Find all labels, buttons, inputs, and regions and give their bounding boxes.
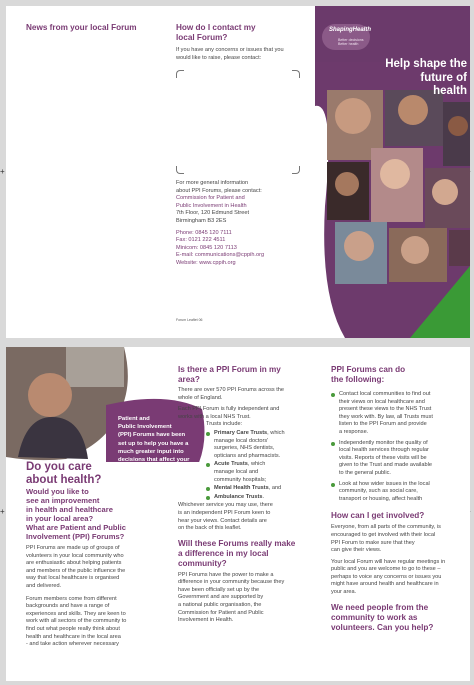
subtitle-line: in your local area? [26,514,94,523]
forums-count [178,387,303,402]
left-column [26,461,150,649]
para-line: PPI Forums are made up of groups of [26,545,120,551]
callout-line: set up to help you have a [118,440,189,447]
para-line: Your local Forum will have regular meetings in [331,558,446,565]
action-line: listen to the PPI Forum and provide [339,421,427,428]
action-line: Look at how wider issues in the local [339,480,430,487]
para-line: is an independent PPI Forum keen to [178,509,271,516]
para-line: works with a local NHS Trust. [178,413,251,420]
trust-name: Ambulance Trusts [214,493,263,500]
general-info [176,180,306,268]
box-corner [176,166,184,174]
care-title [26,461,150,487]
phone: Phone: 0845 120 7111 [176,229,232,236]
action-line: present these views to the NHS Trust [339,406,432,413]
members-description [26,596,150,649]
action-line: Independently monitor the quality of [339,439,428,446]
callout-line: (PPI) Forums have been [118,432,186,439]
cover-title-line: health [433,85,467,97]
middle-column [178,365,303,625]
para-line: health and healthcare in the local area [26,633,121,640]
independent-forum-text [178,502,303,532]
para-line: Forum members come from different [26,595,117,602]
para-line: difference in your community because they [178,579,285,586]
contact-intro [176,47,304,62]
area-forum-heading: Is there a PPI Forum in my area? [178,365,281,384]
para-line: have been officially set up by the [178,586,260,593]
care-title-line: Do you care [26,461,92,473]
action-line: visits. Reports of these visits will be [339,454,427,461]
trust-desc: , which [267,429,285,436]
difference-heading [178,539,303,569]
contact-section [176,23,304,62]
what-are-forums-heading [26,523,150,541]
footer-code: Forum Leaflet 06 [176,318,203,322]
care-title-line: about health? [26,474,102,486]
callout-line: decisions that affect your [118,457,190,464]
contact-intro-line: If you have any concerns or issues that you [176,47,284,53]
para-line: perhaps to voice any concerns or issues you [331,573,442,580]
para-line: Government and are supported by [178,594,264,601]
info-line: For more general information [176,180,249,186]
crop-mark: + [0,507,5,516]
power-text [178,572,303,625]
para-line: on the back of this leaflet. [178,525,242,532]
info-line: about PPI Forums, please contact: [176,187,262,194]
para-line: Everyone, from all parts of the community, is [331,524,441,531]
para-line: Each PPI Forum is fully independent and [178,406,280,413]
improvement-subtitle [26,487,150,523]
trust-item [206,485,303,493]
heading-line: volunteers. Can you help? [331,622,434,632]
trust-desc: , which [247,461,266,468]
trust-desc: community hospitals; [214,476,267,483]
para-line: Trusts include: [206,421,243,428]
heading-line: Will these Forums really make [178,538,296,548]
trust-name: Primary Care Trusts [214,429,268,436]
para-line: public and you are welcome to go to these – [331,566,441,573]
contact-title-line: local Forum? [176,33,228,42]
address-line: 7th Floor, 120 Edmund Street [176,210,250,217]
contact-title-line: How do I contact my [176,23,256,32]
para-line: can give their views. [331,547,382,554]
para-line: your area. [331,589,357,596]
trust-desc: opticians and pharmacists. [214,452,281,459]
contact-address-box [176,70,300,174]
contact-title [176,23,304,43]
trust-desc: manage local and [214,468,259,475]
para-line: find out what people really think about [26,625,120,632]
cover-panel [315,6,470,338]
trust-desc: manage local doctors' [214,437,269,444]
para-line: PPI Forum to make sure that they [331,539,415,546]
para-line: - and take action wherever necessary [26,641,119,648]
trust-item [206,461,303,484]
involvement-text [331,524,459,554]
heading-line: the following: [331,375,385,384]
cover-header [315,6,470,62]
cover-title-line: future of [420,71,467,84]
heading-line: community to work as [331,612,418,622]
action-line: a response. [339,428,369,435]
para-line: whole of England. [178,394,223,401]
action-line: they work with. By law, all Trusts must [339,413,433,420]
action-item [331,481,459,504]
action-line: given to the Trust and made available [339,462,432,469]
para-line: Whichever service you may use, there [178,502,273,509]
forums-description [26,545,150,591]
heading-line: We need people from the [331,602,429,612]
para-line: and members of the public influence the [26,567,126,574]
action-item [331,391,459,437]
logo-tagline: Better health [338,42,359,46]
logo-tagline: Better decisions [338,38,364,42]
box-corner [292,70,300,78]
para-line: way that local healthcare is organised [26,575,120,582]
get-involved-heading: How can I get involved? [331,511,425,521]
trust-item [206,494,303,502]
news-title: News from your local Forum [26,23,137,32]
action-line: their views on local healthcare and [339,398,425,405]
address-line: Birmingham B3 2ES [176,217,227,224]
org-name: Public Involvement in Health [176,202,247,209]
can-do-heading [331,365,459,385]
forum-actions-list [331,391,459,503]
para-line: experiences and skills. They are keen to [26,610,126,617]
para-line: Commission for Patient and Public [178,609,264,616]
logo-text: ShapingHealth [329,27,372,33]
para-line: backgrounds and have a range of [26,603,110,610]
callout-line: your local community. [118,473,181,480]
cover-title [355,58,467,99]
trust-intro [178,406,303,429]
action-line: transport or housing, affect health [339,495,423,502]
volunteer-call [331,603,459,633]
subtitle-line: Would you like to [26,487,89,496]
callout-line: health and the health of [118,465,185,472]
outer-page [6,6,470,338]
para-line: are enthusiastic about helping patients [26,560,122,567]
heading-line: a difference in my local [178,548,269,558]
heading-line: What are Patient and Public [26,523,127,532]
minicom: Minicom: 0845 120 7113 [176,244,237,251]
website-link[interactable]: Website: www.cppih.org [176,259,236,266]
para-line: There are over 570 PPI Forums across the [178,387,285,393]
subtitle-line: see an improvement [26,496,100,505]
heading-line: community? [178,558,227,568]
para-line: Involvement in Health. [178,617,234,624]
contact-intro-line: would like to raise, please contact: [176,54,262,61]
right-column [331,365,459,633]
box-corner [292,166,300,174]
trust-name: Acute Trusts [214,461,248,468]
callout-line: Public Involvement [118,424,172,431]
para-line: hear your views. Contact details are [178,517,267,524]
trust-desc: surgeries, NHS dentists, [214,445,275,452]
meetings-text [331,559,459,597]
crop-mark: + [0,167,5,176]
heading-line: Involvement (PPI) Forums? [26,532,125,541]
action-line: to the general public. [339,469,391,476]
trust-item [206,430,303,460]
para-line: volunteers in your local community who [26,552,124,559]
heading-line: PPI Forums can do [331,365,406,374]
action-line: community, such as social care, [339,488,418,495]
trust-list [206,430,303,501]
action-line: local health services through regular [339,447,429,454]
para-line: a national public organisation, the [178,602,262,609]
trust-desc: , and [268,485,282,492]
inner-page [6,347,470,681]
para-line: and delivered. [26,582,62,589]
cover-title-line: Help shape the [385,58,467,70]
fax: Fax: 0121 222 4511 [176,237,226,244]
para-line: work with all sectors of the community to [26,618,127,625]
action-line: Contact local communities to find out [339,391,431,397]
email-link[interactable]: E-mail: communications@cppih.org [176,252,265,259]
para-line: might have around health and healthcare in [331,581,439,588]
org-name: Commission for Patient and [176,195,245,202]
action-item [331,440,459,478]
callout-line: Patient and [118,416,150,422]
callout-line: much greater input into [118,448,184,455]
trust-desc: . [262,493,265,500]
para-line: PPI Forums have the power to make a [178,571,274,578]
subtitle-line: in health and healthcare [26,505,113,514]
trust-name: Mental Health Trusts [214,485,269,492]
box-corner [176,70,184,78]
para-line: encouraged to get involved with their local [331,531,436,538]
